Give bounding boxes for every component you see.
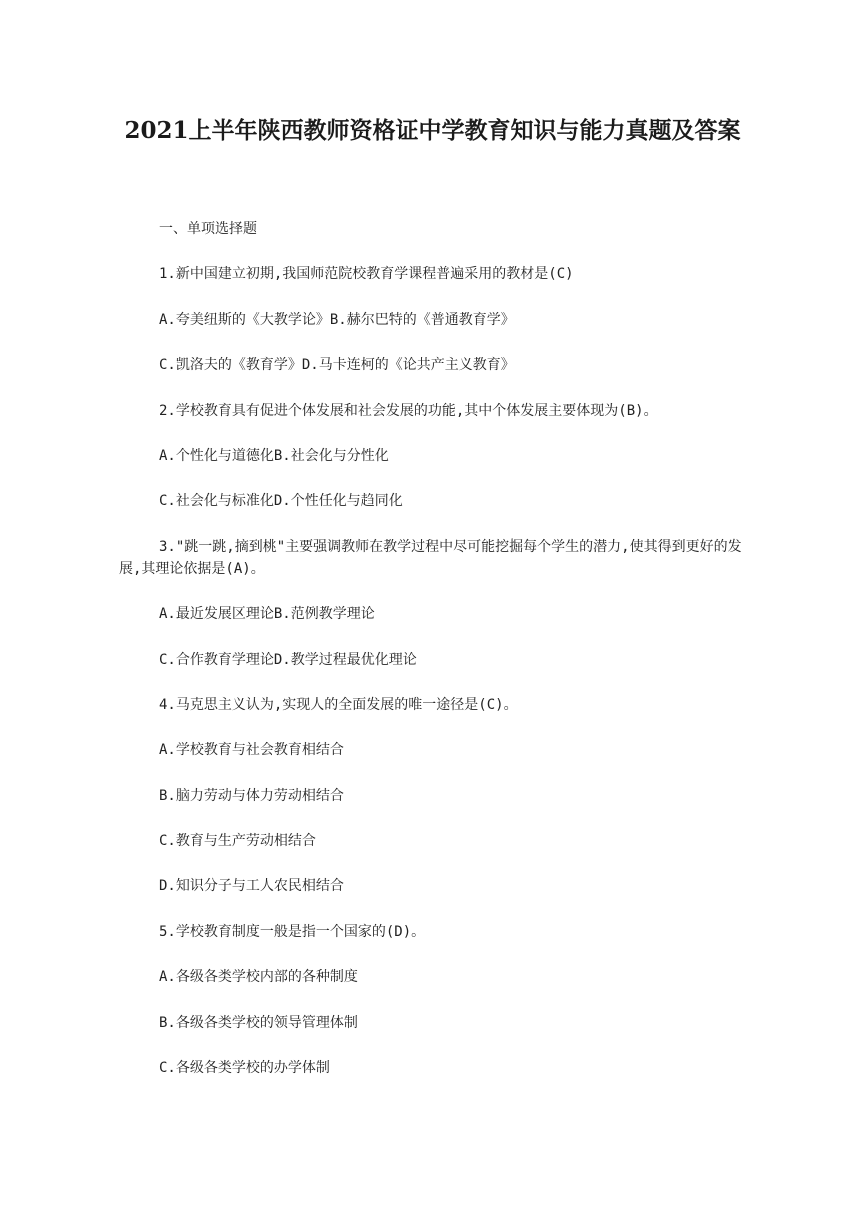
question-4: 4.马克思主义认为,实现人的全面发展的唯一途径是(C)。 <box>159 696 518 713</box>
question-5-option-b: B.各级各类学校的领导管理体制 <box>159 1014 358 1031</box>
question-1-options-ab: A.夸美纽斯的《大教学论》B.赫尔巴特的《普通教育学》 <box>159 311 515 328</box>
document-body <box>119 218 747 1102</box>
question-4-option-b: B.脑力劳动与体力劳动相结合 <box>159 787 344 804</box>
document-title: 2021上半年陕西教师资格证中学教育知识与能力真题及答案 <box>124 117 741 144</box>
section-heading: 一、单项选择题 <box>159 221 257 237</box>
question-3-options-ab: A.最近发展区理论B.范例教学理论 <box>159 606 375 623</box>
question-1: 1.新中国建立初期,我国师范院校教育学课程普遍采用的教材是(C) <box>159 266 574 283</box>
question-4-option-a: A.学校教育与社会教育相结合 <box>159 742 344 759</box>
question-5-option-c: C.各级各类学校的办学体制 <box>159 1060 330 1077</box>
question-2: 2.学校教育具有促进个体发展和社会发展的功能,其中个体发展主要体现为(B)。 <box>159 402 658 419</box>
question-2-options-ab: A.个性化与道德化B.社会化与分性化 <box>159 447 389 464</box>
question-4-option-d: D.知识分子与工人农民相结合 <box>159 878 344 895</box>
question-1-options-cd: C.凯洛夫的《教育学》D.马卡连柯的《论共产主义教育》 <box>159 357 515 374</box>
question-2-options-cd: C.社会化与标准化D.个性任化与趋同化 <box>159 493 403 510</box>
question-4-option-c: C.教育与生产劳动相结合 <box>159 833 316 850</box>
question-3: 3."跳一跳,摘到桃"主要强调教师在教学过程中尽可能挖掘每个学生的潜力,使其得到更好的发展,其理论依据是(A)。 <box>119 538 742 577</box>
question-5-option-a: A.各级各类学校内部的各种制度 <box>159 969 358 986</box>
question-3-options-cd: C.合作教育学理论D.教学过程最优化理论 <box>159 651 417 668</box>
question-5: 5.学校教育制度一般是指一个国家的(D)。 <box>159 923 426 940</box>
